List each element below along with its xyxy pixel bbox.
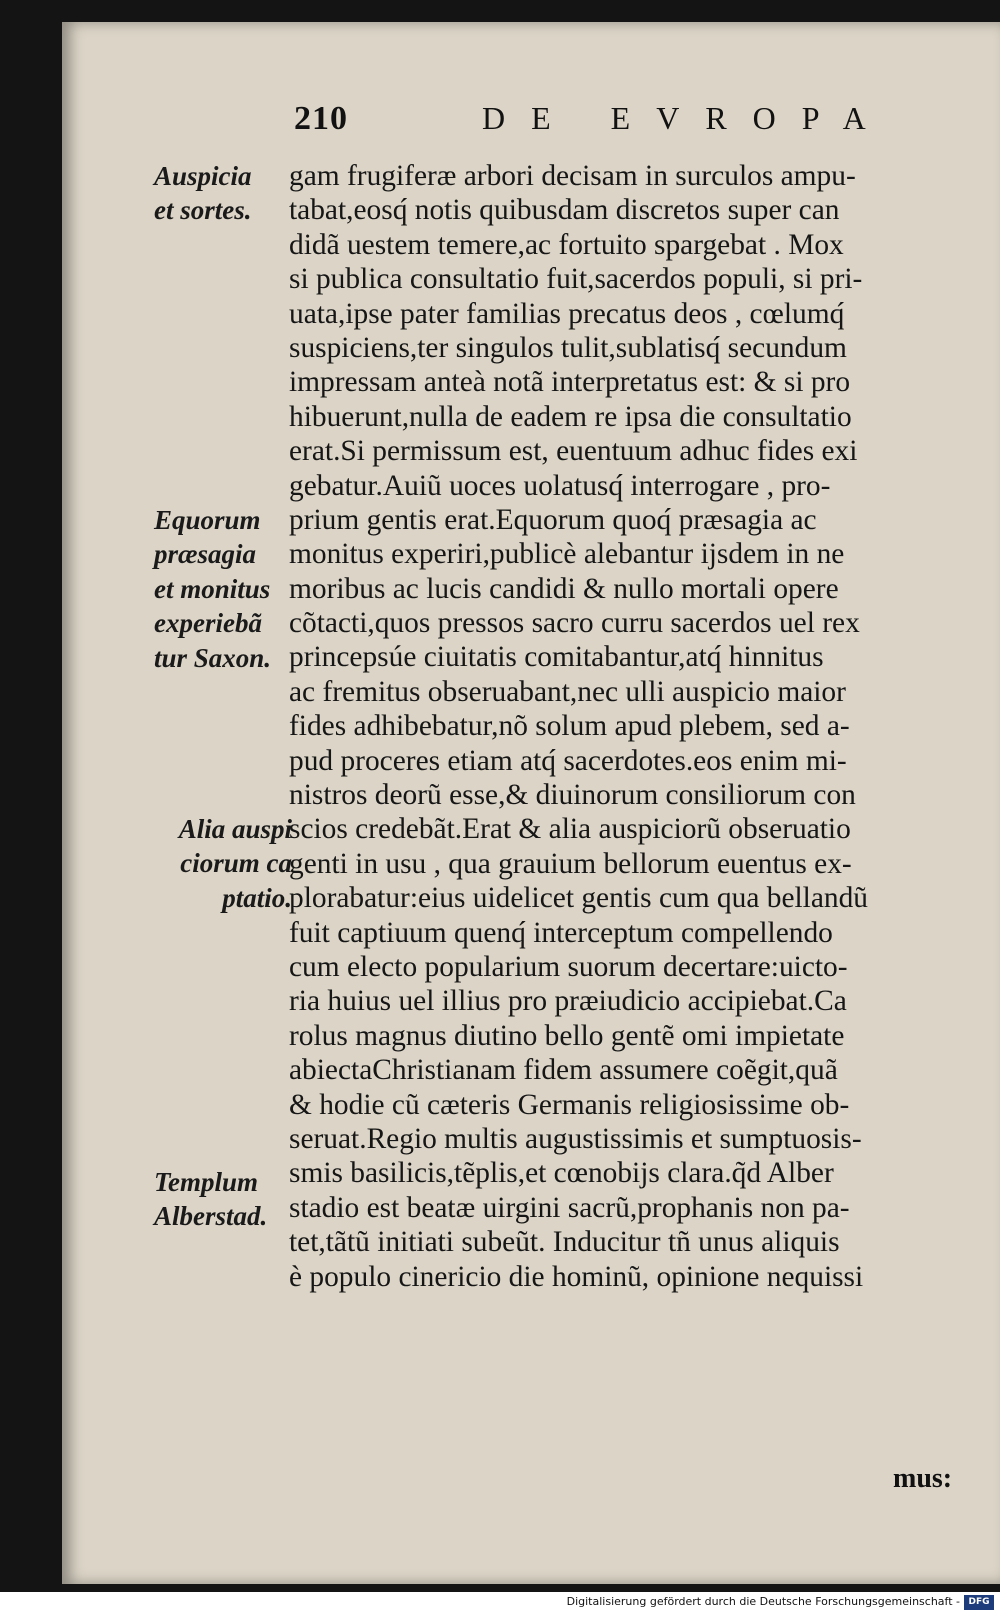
text-line: seruat.Regio multis augustissimis et sumptuosis- [289, 1121, 862, 1155]
margin-note-line: et sortes. [154, 195, 252, 226]
page-number: 210 [294, 100, 348, 137]
footer-bar [0, 1592, 1000, 1614]
text-line: nistros deorũ esse,& diuinorum consiliorum con [289, 778, 856, 812]
text-line: impressam anteà notã interpretatus est: & si pro [289, 365, 851, 399]
margin-note-line: ciorum ca [180, 848, 292, 879]
text-line: uata,ipse pater familias precatus deos , cœlumq́ [289, 296, 845, 330]
text-line: gebatur.Auiũ uoces uolatusq́ interrogare , pro- [289, 468, 831, 502]
text-line: ria huius uel illius pro præiudicio accipiebat.Ca [289, 984, 847, 1018]
margin-note-auspicia [154, 159, 294, 228]
text-line: pud proceres etiam atq́ sacerdotes.eos enim mi- [289, 743, 847, 777]
margin-note-equorum [154, 503, 294, 675]
text-line: smis basilicis,tẽplis,et cœnobijs clara.q̃d Alber [289, 1156, 834, 1190]
margin-note-line: Alberstad. [154, 1201, 268, 1232]
catchword: mus: [893, 1463, 953, 1494]
text-line: è populo cinericio die hominũ, opinione nequissi [289, 1259, 864, 1293]
text-line: fuit captiuum quenq́ interceptum compellendo [289, 915, 833, 949]
text-line: didã uestem temere,ac fortuito spargebat . Mox [289, 227, 844, 261]
text-line: cõtacti,quos pressos sacro curru sacerdos uel rex [289, 606, 860, 640]
text-line: monitus experiri,publicè alebantur ijsdem in ne [289, 537, 845, 571]
text-line: scios credebãt.Erat & alia auspiciorũ obseruatio [289, 812, 851, 846]
text-line: suspiciens,ter singulos tulit,sublatisq́ secundum [289, 330, 847, 364]
text-line: plorabatur:eius uidelicet gentis cum qua bellandũ [289, 881, 868, 915]
book-page [62, 22, 1000, 1584]
text-line: prium gentis erat.Equorum quoq́ præsagia ac [289, 502, 817, 536]
text-line: tet,tãtũ initiati subeũt. Inducitur tñ unus aliquis [289, 1225, 840, 1259]
margin-note-line: Equorum [154, 505, 261, 535]
text-line: si publica consultatio fuit,sacerdos populi, si pri- [289, 262, 863, 296]
text-line: rolus magnus diutino bello gentẽ omi impietate [289, 1018, 845, 1052]
text-line: tabat,eosq́ notis quibusdam discretos super can [289, 193, 840, 227]
margin-note-line: Templum [154, 1167, 259, 1197]
margin-note-line: Auspicia [154, 161, 252, 191]
margin-note-line: et monitus [154, 573, 271, 604]
margin-note-line: ptatio. [222, 882, 292, 913]
margin-note-line: experiebã [154, 608, 262, 639]
text-line: hibuerunt,nulla de eadem re ipsa die consultatio [289, 399, 852, 433]
footer-credit: Digitalisierung gefördert durch die Deutsche Forschungsgemeinschaft - [566, 1595, 960, 1608]
text-line: moribus ac lucis candidi & nullo mortali opere [289, 571, 839, 605]
margin-note-line: Alia auspi [178, 814, 292, 844]
running-title: DE EVROPA [482, 100, 892, 136]
margin-note-line: tur Saxon. [154, 642, 272, 673]
text-line: cum electo popularium suorum decertare:uicto- [289, 949, 848, 983]
margin-note-alia-auspiciorum [154, 812, 292, 915]
text-line: erat.Si permissum est, euentuum adhuc fides exi [289, 434, 858, 468]
text-line: fides adhibebatur,nõ solum apud plebem, sed a- [289, 709, 850, 743]
dfg-logo-icon: DFG [964, 1595, 994, 1610]
text-line: & hodie cũ cæteris Germanis religiosissime ob- [289, 1087, 850, 1121]
text-line: princepsúe ciuitatis comitabantur,atq́ hinnitus [289, 640, 824, 674]
text-line: gam frugiferæ arbori decisam in surculos ampu- [289, 159, 856, 192]
text-line: genti in usu , qua grauium bellorum euentus ex- [289, 846, 852, 880]
text-line: ac fremitus obseruabant,nec ulli auspicio maior [289, 674, 846, 708]
body-text [289, 159, 1000, 1294]
margin-note-line: præsagia [154, 539, 257, 570]
text-line: stadio est beatæ uirgini sacrũ,prophanis non pa- [289, 1190, 850, 1224]
margin-note-templum [154, 1165, 294, 1234]
text-line: abiectaChristianam fidem assumere coẽgit,quã [289, 1053, 838, 1087]
